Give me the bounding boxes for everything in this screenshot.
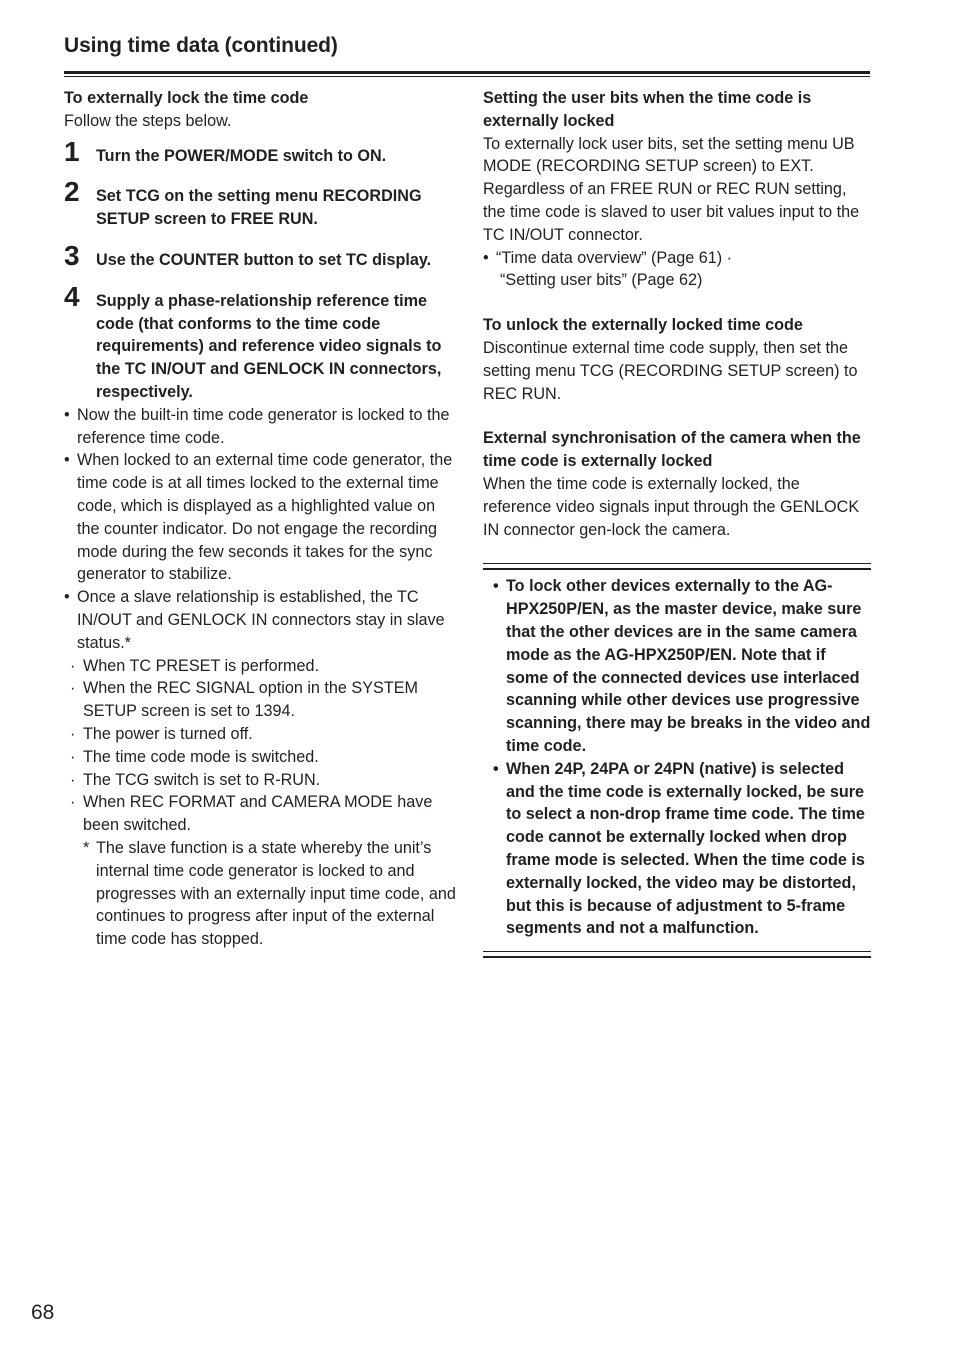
sub-item: · The TCG switch is set to R-RUN.	[70, 769, 456, 792]
note-bottom-rule	[483, 951, 871, 958]
section-user-bits	[483, 87, 871, 292]
sub-item: · The time code mode is switched.	[70, 746, 456, 769]
sub-item: · When REC FORMAT and CAMERA MODE have been switched.	[70, 791, 456, 837]
step-number: 3	[64, 239, 80, 271]
step-text: Set TCG on the setting menu RECORDING SETUP screen to FREE RUN.	[96, 187, 422, 229]
page-title: Using time data (continued)	[64, 34, 338, 57]
note-item: • When 24P, 24PA or 24PN (native) is selected and the time code is externally locked, be sure to select a non-drop frame time code. The time code cannot be externally locked when drop frame mode is selected. When the time code is externally locked, the video may be distorted, but this is because of adjustment to 5-frame segments and not a malfunction.	[493, 758, 871, 940]
footnote	[64, 837, 456, 951]
bullet-item: • Now the built-in time code generator is locked to the reference time code.	[64, 404, 456, 450]
step-number: 2	[64, 176, 80, 208]
title-rule	[64, 71, 870, 74]
section-heading-external-lock: To externally lock the time code	[64, 89, 309, 107]
sub-item: · The power is turned off.	[70, 723, 456, 746]
bullet-item: • When locked to an external time code generator, the time code is at all times locked to the external time code, which is displayed as a highlighted value on the counter indicator. Do not engage the recording mode during the few seconds it takes for the sync generator to stabilize.	[64, 449, 456, 586]
slave-condition-list	[64, 655, 456, 837]
footnote-mark: *	[83, 838, 90, 857]
note-item: • To lock other devices externally to the AG-HPX250P/EN, as the master device, make sure that the other devices are in the same camera mode as the AG-HPX250P/EN. Note that if some of the connected devices use interlaced scanning while other devices use progressive scanning, there may be breaks in the video and time code.	[493, 575, 871, 757]
section-body: To externally lock user bits, set the setting menu UB MODE (RECORDING SETUP screen) to EXT. Regardless of an FREE RUN or REC RUN setting, the time code is slaved to user bit values input to the TC IN/OUT connector.	[483, 134, 860, 244]
bullet-item: • Once a slave relationship is established, the TC IN/OUT and GENLOCK IN connectors stay in slave status.*	[64, 586, 456, 654]
step-4	[64, 280, 456, 404]
page-reference: “Setting user bits” (Page 62)	[500, 271, 703, 290]
section-external-sync	[483, 427, 871, 541]
page-reference: • “Time data overview” (Page 61) ·	[483, 247, 871, 270]
section-body: Discontinue external time code supply, then set the setting menu TCG (RECORDING SETUP screen) to REC RUN.	[483, 338, 858, 403]
note-list	[483, 575, 871, 940]
page-number: 68	[31, 1301, 55, 1324]
step-2	[64, 176, 456, 231]
section-body: When the time code is externally locked, the reference video signals input through the GENLOCK IN connector gen-lock the camera.	[483, 474, 860, 539]
footnote-text: The slave function is a state whereby the unit’s internal time code generator is locked to and progresses with an externally input time code, and continues to progress after input of the external time code has stopped.	[96, 838, 456, 949]
note-box	[483, 563, 871, 950]
step-number: 4	[64, 280, 80, 312]
step-text: Use the COUNTER button to set TC display.	[96, 250, 432, 269]
section-heading: To unlock the externally locked time code	[483, 316, 803, 335]
reference-list	[483, 247, 871, 270]
right-column	[483, 87, 871, 950]
section-unlock	[483, 314, 871, 405]
section-heading: External synchronisation of the camera when the time code is externally locked	[483, 429, 861, 471]
step-text: Turn the POWER/MODE switch to ON.	[96, 146, 387, 165]
section-heading: Setting the user bits when the time code is externally locked	[483, 89, 812, 130]
note-top-rule	[483, 563, 871, 570]
step-3	[64, 239, 456, 272]
left-column	[64, 87, 456, 951]
sub-item: · When the REC SIGNAL option in the SYSTEM SETUP screen is set to 1394.	[70, 677, 456, 723]
step-text: Supply a phase-relationship reference time code (that conforms to the time code requirements) and reference video signals to the TC IN/OUT and GENLOCK IN connectors, respectively.	[96, 291, 442, 401]
info-bullet-list	[64, 404, 456, 655]
step-number: 1	[64, 135, 80, 167]
sub-item: · When TC PRESET is performed.	[70, 655, 456, 678]
section-intro: Follow the steps below.	[64, 111, 232, 130]
step-1	[64, 135, 456, 168]
